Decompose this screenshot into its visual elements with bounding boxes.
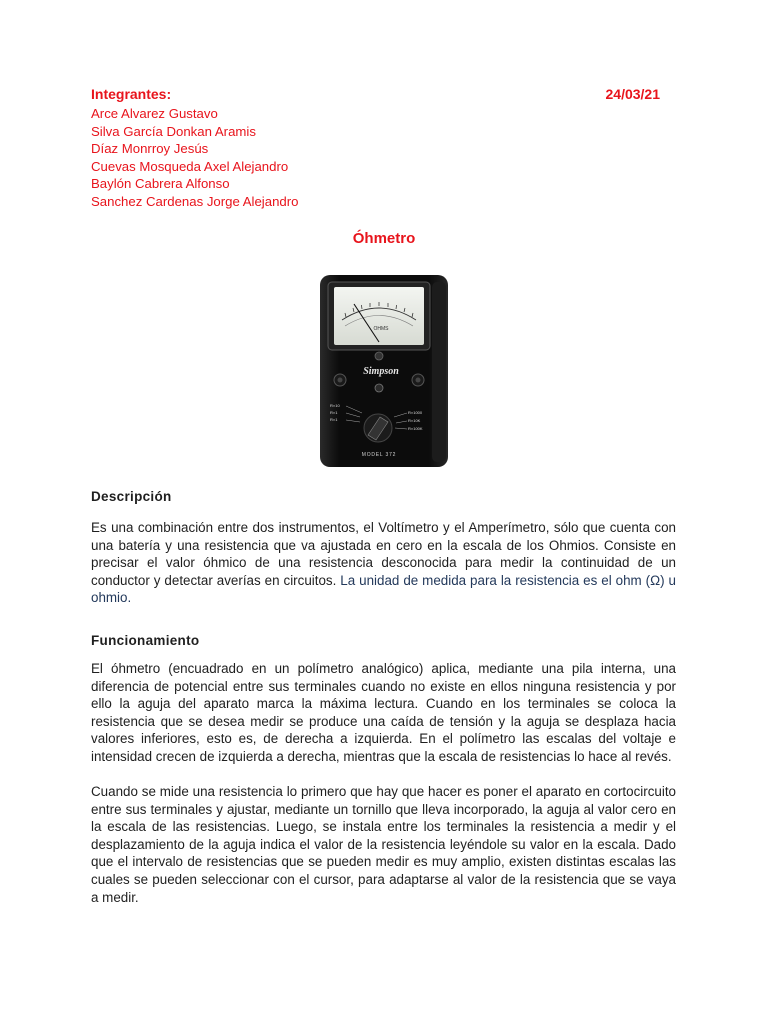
member-name: Cuevas Mosqueda Axel Alejandro — [91, 158, 289, 174]
members-list — [91, 105, 298, 211]
range-label: R×1 — [330, 410, 338, 415]
ohmmeter-illustration — [284, 270, 484, 470]
member-name: Silva García Donkan Aramis — [91, 123, 256, 139]
range-label: R×10K — [408, 418, 421, 423]
member-name: Arce Alvarez Gustavo — [91, 106, 218, 121]
range-label: R×100K — [408, 426, 423, 431]
member-name: Díaz Monrroy Jesús — [91, 141, 209, 157]
header-row — [91, 86, 671, 104]
ohmmeter-image — [284, 270, 484, 470]
descripcion-heading: Descripción — [91, 489, 172, 504]
range-label: R×10 — [330, 403, 340, 408]
model-label: MODEL 372 — [361, 452, 397, 458]
descripcion-text: Es una combinación entre dos instrumentos, el Voltímetro y el Amperímetro, sólo que cuenta con una batería y una resistencia que va ajustada en cero en la escala de los Ohmios. Consiste en precisar el valor óhmico de una resistencia desconocida para medir la continuidad de un conductor y detectar averías en circuitos. — [91, 520, 676, 588]
brand-logo: Simpson — [363, 366, 399, 377]
dial-face — [334, 287, 424, 345]
member-name: Baylón Cabrera Alfonso — [91, 176, 230, 192]
descripcion-paragraph — [91, 519, 676, 607]
dial-label: OHMS — [373, 326, 389, 332]
descripcion-highlight: La unidad de medida para la resistencia es el ohm (Ω) u ohmio. — [91, 572, 676, 606]
funcionamiento-paragraph-2: Cuando se mide una resistencia lo primero que hay que hacer es poner el aparato en cortocircuito entre sus terminales y ajustar, mediante un tornillo que lleva incorporado, la aguja al valor cero en la escala de las resistencias. Luego, se instala entre los terminales la resistencia a medir y el desplazamiento de la aguja indica el valor de la resistencia leyéndole su valor en la escala. Dado que el intervalo de resistencias que se pueden medir es muy amplio, existen distintas escalas las cuales se pueden seleccionar con el cursor, para adaptarse al valor de la resistencia que se vaya a medir. — [91, 784, 676, 905]
member-name: Sanchez Cardenas Jorge Alejandro — [91, 193, 299, 209]
range-label: R×1000 — [408, 410, 423, 415]
funcionamiento-heading: Funcionamiento — [91, 633, 200, 648]
range-label: R×1 — [330, 417, 338, 422]
members-heading: Integrantes: — [91, 86, 172, 102]
document-title: Óhmetro — [352, 230, 416, 247]
zero-adjust-screw — [375, 352, 383, 360]
funcionamiento-paragraph-1: El óhmetro (encuadrado en un polímetro analógico) aplica, mediante una pila interna, una diferencia de potencial entre sus terminales cuando no existe en ellos ninguna resistencia y por ello la aguja del aparato marca la máxima lectura. Cuando en los terminales se coloca la resistencia que se desea medir se produce una caída de tensión y la aguja se desplaza hacia valores inferiores, esto es, de derecha a izquierda. En el polímetro las escalas del voltaje e intensidad crecen de izquierda a derecha, mientras que la escala de resistencias lo hace al revés. — [91, 661, 676, 764]
document-date: 24/03/21 — [605, 86, 660, 102]
